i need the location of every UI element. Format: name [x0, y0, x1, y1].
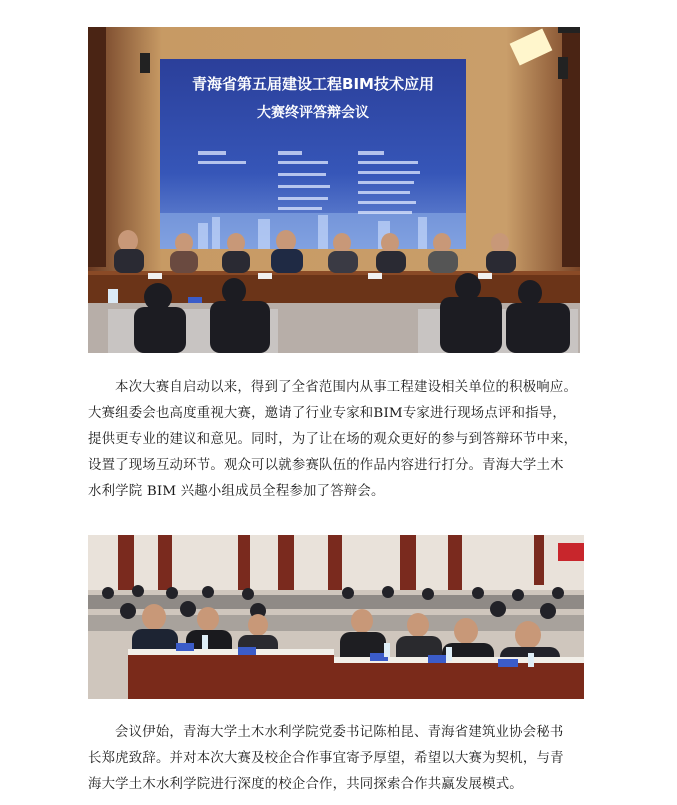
paragraph-1-line: 提供更专业的建议和意见。同时，为了让在场的观众更好的参与到答辩环节中来，	[88, 432, 578, 447]
paragraph-2-line: 海大学土木水利学院进行深度的校企合作，共同探索合作共赢发展模式。	[88, 777, 523, 792]
paragraph-1-line: 大赛组委会也高度重视大赛，邀请了行业专家和BIM专家进行现场点评和指导，	[88, 406, 566, 421]
conference-stage-photo	[88, 27, 580, 353]
audience-photo	[88, 535, 584, 699]
paragraph-1-line: 本次大赛自启动以来，得到了全省范围内从事工程建设相关单位的积极响应。	[115, 380, 578, 395]
paragraph-2-line: 会议伊始，青海大学土木水利学院党委书记陈柏昆、青海省建筑业协会秘书	[115, 725, 564, 740]
paragraph-1-line: 水利学院 BIM 兴趣小组成员全程参加了答辩会。	[88, 484, 385, 499]
screen-title-line1: 青海省第五届建设工程BIM技术应用	[192, 75, 434, 93]
paragraph-1-line: 设置了现场互动环节。观众可以就参赛队伍的作品内容进行打分。青海大学土木	[88, 458, 564, 473]
screen-title-line2: 大赛终评答辩会议	[257, 105, 369, 121]
paragraph-2-line: 长郑虎致辞。并对本次大赛及校企合作事宜寄予厚望，希望以大赛为契机，与青	[88, 751, 564, 766]
paragraph-2	[88, 720, 582, 798]
paragraph-1	[88, 375, 582, 505]
